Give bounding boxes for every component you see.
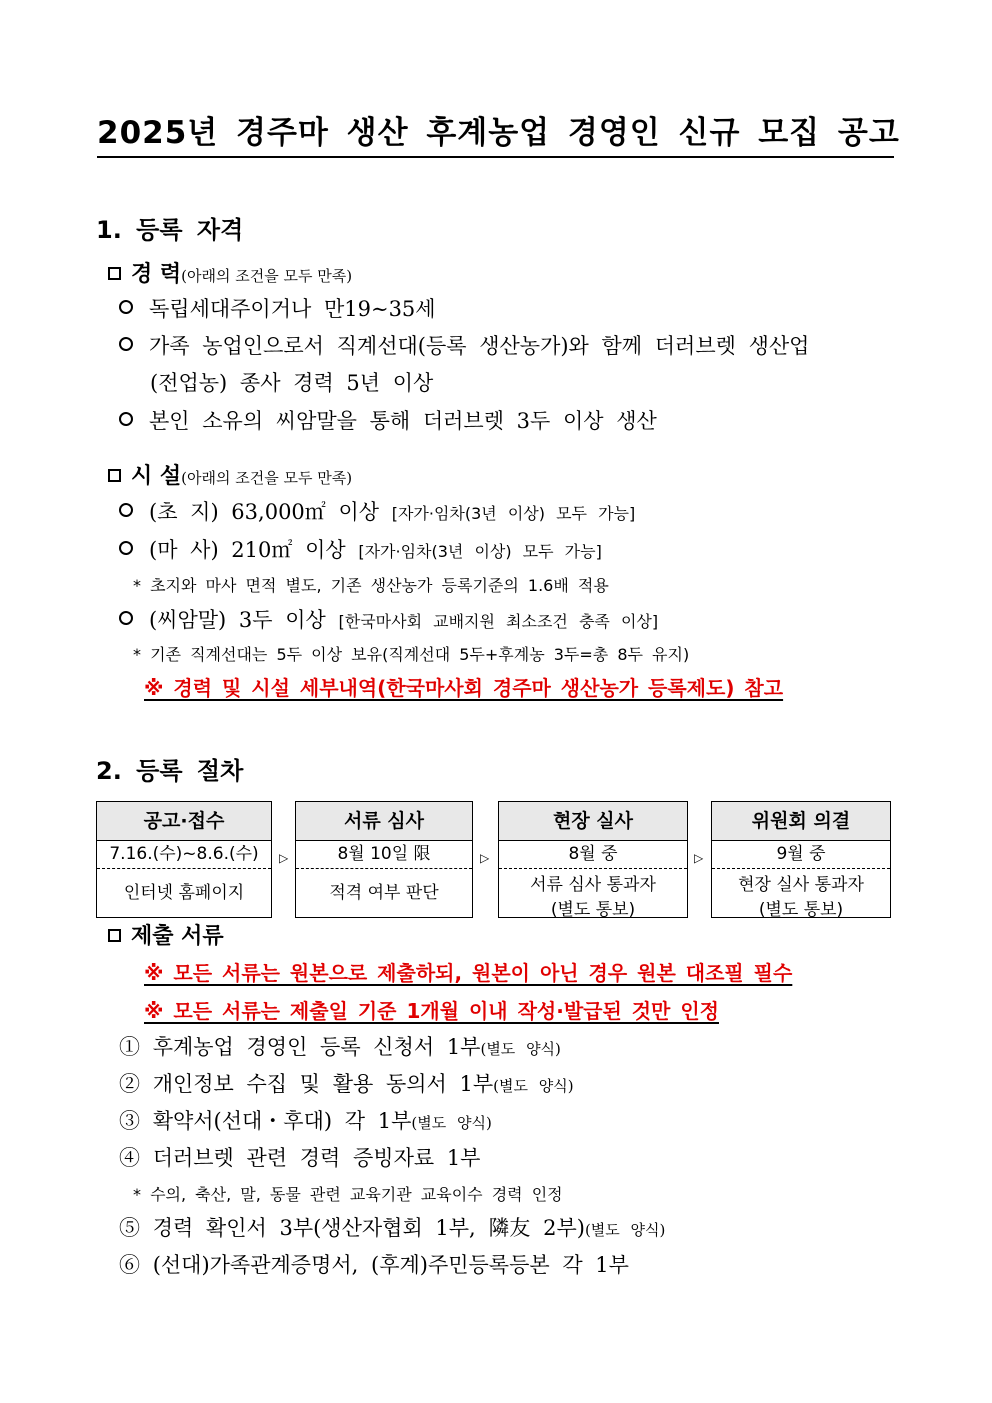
step-box-4 bbox=[711, 801, 891, 918]
page-title: 2025년 경주마 생산 후계농업 경영인 신규 모집 공고 bbox=[97, 113, 894, 158]
career-item-2-continued: (전업농) 종사 경력 5년 이상 bbox=[150, 371, 434, 395]
career-label: 경 력 bbox=[131, 261, 182, 287]
doc-item-3-text: 확약서(선대・후대) 각 1부 bbox=[152, 1109, 412, 1133]
arrow-right-icon: ▷ bbox=[694, 851, 704, 865]
step-1-head: 공고·접수 bbox=[97, 802, 271, 841]
doc-item-2-num: ② bbox=[119, 1072, 140, 1096]
facility-item-1-note: [자가·임차(3년 이상) 모두 가능] bbox=[391, 504, 636, 523]
doc-item-4-text: 더러브렛 관련 경력 증빙자료 1부 bbox=[152, 1146, 481, 1170]
career-subheading bbox=[108, 257, 352, 288]
docs-red-note-1: ※ 모든 서류는 원본으로 제출하되, 원본이 아닌 경우 원본 대조필 필수 bbox=[144, 961, 793, 985]
circle-bullet-icon bbox=[119, 412, 133, 426]
circle-bullet-icon bbox=[119, 503, 133, 517]
doc-item-1-num: ① bbox=[119, 1035, 140, 1059]
career-item-1-text: 독립세대주이거나 만19∼35세 bbox=[149, 297, 436, 321]
step-2-head: 서류 심사 bbox=[296, 802, 472, 841]
doc-star-note: * 수의, 축산, 말, 동물 관련 교육기관 교육이수 경력 인정 bbox=[133, 1185, 563, 1204]
doc-item-2-text: 개인정보 수집 및 활용 동의서 1부 bbox=[152, 1072, 494, 1096]
career-item-3 bbox=[119, 405, 657, 435]
doc-item-3-num: ③ bbox=[119, 1109, 140, 1133]
doc-item-3-note: (별도 양식) bbox=[411, 1114, 492, 1132]
career-note: (아래의 조건을 모두 만족) bbox=[181, 267, 353, 285]
section-1-heading: 1. 등록 자격 bbox=[96, 216, 244, 244]
facility-item-2-note: [자가·임차(3년 이상) 모두 가능] bbox=[358, 542, 602, 561]
checkbox-square-icon bbox=[108, 469, 121, 482]
doc-item-2 bbox=[119, 1068, 574, 1098]
doc-item-5-text: 경력 확인서 3부(생산자협회 1부, 隣友 2부) bbox=[152, 1216, 585, 1240]
doc-item-5-note: (별도 양식) bbox=[584, 1221, 666, 1239]
step-1-desc: 인터넷 홈페이지 bbox=[123, 883, 245, 903]
doc-item-1-text: 후계농업 경영인 등록 신청서 1부 bbox=[152, 1035, 481, 1059]
step-4-desc bbox=[712, 869, 890, 923]
doc-item-3 bbox=[119, 1105, 492, 1135]
circle-bullet-icon bbox=[119, 541, 133, 555]
doc-item-4 bbox=[119, 1142, 480, 1172]
step-box-1 bbox=[96, 801, 272, 918]
doc-item-5-num: ⑤ bbox=[119, 1216, 140, 1240]
career-item-2-text: 가족 농업인으로서 직계선대(등록 생산농가)와 함께 더러브렛 생산업 bbox=[149, 334, 810, 358]
facility-item-1 bbox=[119, 496, 635, 526]
doc-item-2-note: (별도 양식) bbox=[493, 1077, 574, 1095]
facility-item-2-main: (마 사) 210㎡ 이상 bbox=[149, 538, 346, 562]
facility-item-2 bbox=[119, 534, 602, 564]
facility-red-note: ※ 경력 및 시설 세부내역(한국마사회 경주마 생산농가 등록제도) 참고 bbox=[144, 676, 784, 700]
circle-bullet-icon bbox=[119, 611, 133, 625]
career-item-2 bbox=[119, 330, 809, 360]
doc-item-1 bbox=[119, 1031, 561, 1061]
circle-bullet-icon bbox=[119, 300, 133, 314]
facility-item-3-note: [한국마사회 교배지원 최소조건 충족 이상] bbox=[338, 612, 659, 631]
step-3-desc-line-2: (별도 통보) bbox=[550, 900, 636, 920]
facility-label: 시 설 bbox=[131, 463, 182, 489]
arrow-right-icon: ▷ bbox=[279, 851, 289, 865]
step-4-date: 9월 중 bbox=[712, 841, 890, 869]
step-4-desc-line-2: (별도 통보) bbox=[758, 900, 844, 920]
checkbox-square-icon bbox=[108, 267, 121, 280]
step-3-head: 현장 실사 bbox=[499, 802, 687, 841]
facility-subheading bbox=[108, 459, 352, 490]
facility-star-note-1: * 초지와 마사 면적 별도, 기존 생산농가 등록기준의 1.6배 적용 bbox=[133, 576, 609, 595]
doc-item-6-num: ⑥ bbox=[119, 1253, 140, 1277]
docs-red-note-2: ※ 모든 서류는 제출일 기준 1개월 이내 작성·발급된 것만 인정 bbox=[144, 999, 719, 1023]
section-2-heading: 2. 등록 절차 bbox=[96, 757, 244, 785]
facility-item-1-main: (초 지) 63,000㎡ 이상 bbox=[149, 500, 380, 524]
facility-star-note-2: * 기존 직계선대는 5두 이상 보유(직계선대 5두+후계농 3두=총 8두 유지) bbox=[133, 645, 690, 664]
docs-label: 제출 서류 bbox=[131, 924, 224, 949]
step-1-date: 7.16.(수)~8.6.(수) bbox=[97, 841, 271, 869]
career-item-1 bbox=[119, 293, 436, 323]
doc-item-5 bbox=[119, 1212, 665, 1242]
facility-item-3-main: (씨암말) 3두 이상 bbox=[149, 608, 326, 632]
step-4-desc-line-1: 현장 실사 통과자 bbox=[738, 875, 864, 895]
step-2-date: 8월 10일 限 bbox=[296, 841, 472, 869]
step-3-desc bbox=[499, 869, 687, 923]
step-box-3 bbox=[498, 801, 688, 918]
arrow-right-icon: ▷ bbox=[480, 851, 490, 865]
facility-item-3 bbox=[119, 604, 658, 634]
circle-bullet-icon bbox=[119, 337, 133, 351]
doc-item-4-num: ④ bbox=[119, 1146, 140, 1170]
doc-item-6 bbox=[119, 1249, 629, 1279]
facility-note: (아래의 조건을 모두 만족) bbox=[181, 469, 353, 487]
doc-item-1-note: (별도 양식) bbox=[480, 1040, 561, 1058]
doc-item-6-text: (선대)가족관계증명서, (후계)주민등록등본 각 1부 bbox=[152, 1253, 629, 1277]
step-3-date: 8월 중 bbox=[499, 841, 687, 869]
checkbox-square-icon bbox=[108, 929, 121, 942]
step-box-2 bbox=[295, 801, 473, 918]
step-3-desc-line-1: 서류 심사 통과자 bbox=[530, 875, 656, 895]
step-2-desc: 적격 여부 판단 bbox=[329, 883, 439, 903]
docs-subheading bbox=[108, 919, 224, 950]
step-4-head: 위원회 의결 bbox=[712, 802, 890, 841]
career-item-3-text: 본인 소유의 씨암말을 통해 더러브렛 3두 이상 생산 bbox=[149, 409, 657, 433]
